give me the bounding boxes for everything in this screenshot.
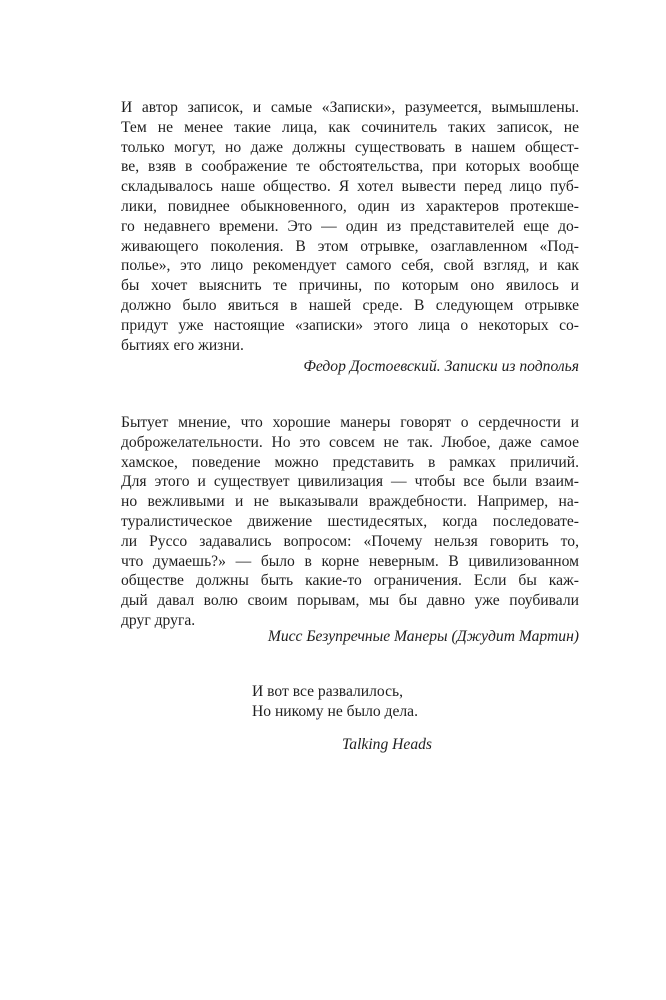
text-line: бытиях его жизни. (121, 336, 244, 354)
text-line: хамское, поведение можно представить в рамках приличий. (121, 453, 579, 471)
epigraph-dostoevsky (121, 98, 579, 355)
text-line: друг друга. (121, 611, 196, 629)
attribution-talking-heads: Talking Heads (342, 736, 432, 753)
text-line: полье», это лицо рекомендует самого себя, свой взгляд, и как (121, 257, 579, 275)
text-line: лики, повиднее обыкновенного, один из характеров протекше- (121, 197, 579, 215)
text-line: должно было явиться в нашей среде. В следующем отрывке (121, 296, 579, 314)
text-line: доброжелательности. Но это совсем не так. Любое, даже самое (121, 433, 579, 451)
text-line: что думаешь?» — было в корне неверным. В цивилизованном (121, 552, 579, 570)
text-line: только могут, но даже должны существовать в нашем общест- (121, 138, 579, 156)
epigraph-miss-manners (121, 413, 579, 631)
text-line: бы хочет выяснить те причины, по которым оно явилось и (121, 277, 579, 295)
epigraph-talking-heads (252, 682, 418, 722)
text-line: И вот все развалилось, (252, 683, 404, 700)
text-line: придут уже настоящие «записки» этого лица о некоторых со- (121, 316, 579, 334)
text-line: Бытует мнение, что хорошие манеры говорят о сердечности и (121, 414, 579, 431)
text-line: го недавнего времени. Это — один из представителей еще до- (121, 217, 579, 235)
text-line: Но никому не было дела. (252, 703, 419, 720)
text-line: дый давал волю своим порывам, мы бы давно уже поубивали (121, 592, 579, 610)
text-line: складывалось наше общество. Я хотел вывести перед лицо пуб- (121, 178, 579, 196)
attribution-miss-manners: Мисс Безупречные Манеры (Джудит Мартин) (267, 628, 579, 645)
text-line: туралистическое движение шестидесятых, когда последовате- (121, 512, 579, 530)
text-line: но вежливыми и не выказывали враждебности. Например, на- (121, 493, 579, 511)
text-line: обществе должны быть какие-то ограничения. Если бы каж- (121, 572, 579, 590)
text-line: ве, взяв в соображение те обстоятельства, при которых вообще (121, 158, 579, 176)
text-line: И автор записок, и самые «Записки», разумеется, вымышлены. (121, 99, 579, 116)
text-line: Тем не менее такие лица, как сочинитель таких записок, не (121, 118, 579, 136)
text-line: ли Руссо задавались вопросом: «Почему нельзя говорить то, (121, 532, 579, 550)
attribution-dostoevsky: Федор Достоевский. Записки из подполья (303, 358, 579, 375)
text-line: живающего поколения. В этом отрывке, озаглавленном «Под- (121, 237, 579, 255)
text-line: Для этого и существует цивилизация — чтобы все были взаим- (121, 473, 579, 491)
